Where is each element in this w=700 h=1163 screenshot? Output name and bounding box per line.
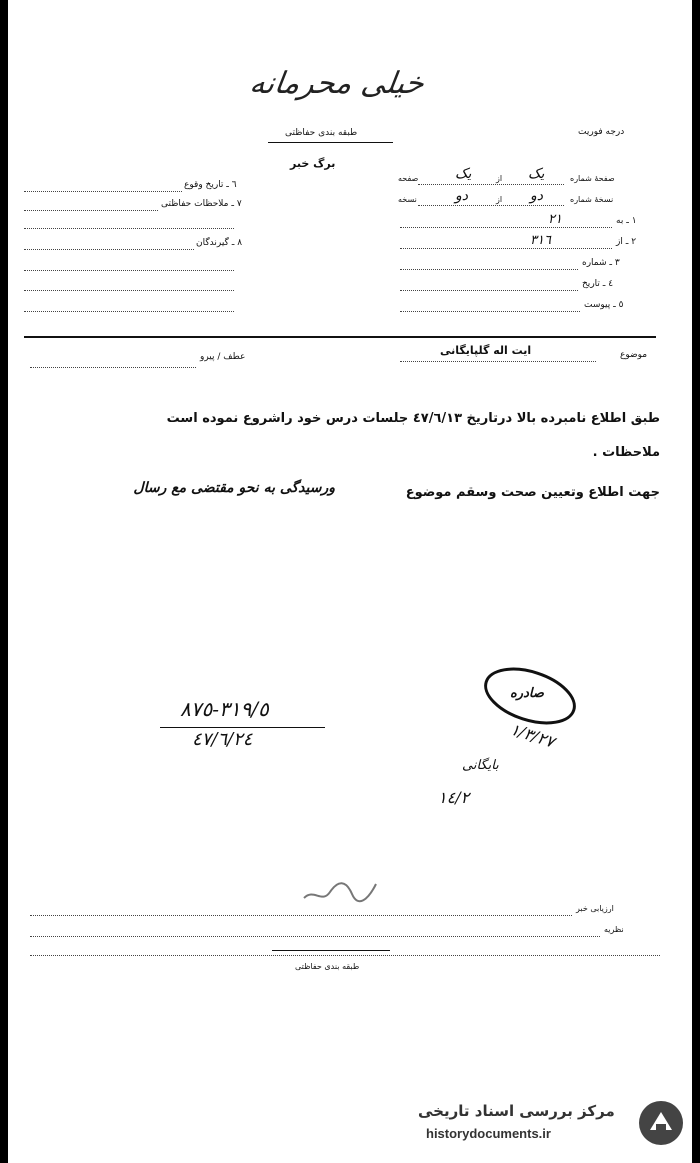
form-title: برگ خبر [290, 157, 336, 170]
annotation-note-2: بایگانی [462, 758, 499, 773]
annotation-note-3: ١٤/٢ [438, 788, 470, 807]
classification-stamp: خیلی محرمانه [247, 66, 427, 101]
item1-value: ٢١ [548, 212, 562, 227]
blank-footer-line [30, 955, 660, 956]
opinion-label: نظریه [604, 925, 624, 934]
annotation-date: ٤٧/٦/٢٤ [192, 729, 253, 750]
footer-classification-overline [272, 950, 390, 951]
watermark [400, 1090, 692, 1163]
event-date-label: ٦ ـ تاریخ وقوع [184, 180, 237, 190]
reference-dots [30, 367, 196, 368]
item5-label: ٥ ـ پیوست [584, 300, 624, 310]
blank-line-2 [24, 270, 234, 271]
item2-label: ٢ ـ از [616, 237, 637, 247]
event-date-dots [24, 191, 182, 192]
item2-dots [400, 248, 612, 249]
copy-number-value: دو [530, 188, 543, 204]
blank-line-3 [24, 290, 234, 291]
body-line-1: طبق اطلاع نامبرده بالا درتاریخ ٤٧/٦/١٣ جلسات درس خود راشروع نموده است [166, 411, 660, 426]
evaluation-label: ارزیابی خبر [576, 904, 614, 913]
item4-dots [400, 290, 578, 291]
item1-dots [400, 227, 612, 228]
page-total: یک [455, 166, 472, 182]
watermark-url: historydocuments.ir [426, 1126, 551, 1141]
body-line-3-handwritten: ورسیدگی به نحو مقتضی مع رسال [133, 480, 335, 496]
annotation-number: ٣١٩/٥-٨٧٥ [180, 697, 269, 721]
page-unit: صفحه [398, 174, 419, 183]
page-number-value: یک [528, 166, 545, 182]
classification-label: طبقه بندی حفاظتی [285, 128, 358, 138]
recipients-label: ٨ ـ گیرندگان [196, 238, 243, 248]
scan-border-left [0, 0, 8, 1163]
subject-label: موضوع [620, 350, 648, 360]
item5-dots [400, 311, 580, 312]
page-number-label: صفحهٔ شماره [570, 174, 615, 183]
footer-classification-label: طبقه بندی حفاظتی [295, 962, 360, 971]
classification-underline [268, 142, 393, 143]
archive-logo-icon [636, 1098, 686, 1148]
body-line-2: ملاحظات . [592, 445, 660, 460]
signature-scribble [300, 870, 380, 910]
copy-total: دو [455, 188, 468, 204]
priority-label: درجه فوریت [578, 127, 625, 137]
scan-border-right [692, 0, 700, 1163]
annotation-underline [160, 727, 325, 728]
item4-label: ٤ ـ تاریخ [582, 279, 614, 289]
evaluation-dots [30, 915, 572, 916]
recipients-dots [24, 249, 194, 250]
copy-of: از [496, 195, 503, 204]
opinion-dots [30, 936, 600, 937]
copy-number-label: نسخهٔ شماره [570, 195, 614, 204]
page-dots [418, 184, 564, 185]
copy-dots [418, 205, 564, 206]
body-line-3: جهت اطلاع وتعیین صحت وسقم موضوع [405, 485, 660, 500]
item2-value: ٣١٦ [530, 233, 551, 248]
item3-label: ٣ ـ شماره [582, 258, 620, 268]
reference-label: عطف / پیرو [200, 352, 246, 362]
item3-dots [400, 269, 578, 270]
issued-stamp-text: صادره [510, 686, 544, 701]
blank-line-4 [24, 311, 234, 312]
blank-line-1 [24, 228, 234, 229]
security-notes-dots [24, 210, 158, 211]
copy-unit: نسخه [398, 195, 417, 204]
item1-label: ١ ـ به [616, 216, 637, 226]
subject-dots [400, 361, 596, 362]
annotation-note-1: ١/٣/٢٧ [508, 719, 557, 752]
subject-value: ایت اله گلپایگانی [440, 344, 532, 357]
header-separator [24, 336, 656, 338]
security-notes-label: ٧ ـ ملاحظات حفاظتی [161, 199, 242, 209]
watermark-title: مرکز بررسی اسناد تاریخی [418, 1102, 615, 1120]
page-of: از [496, 174, 503, 183]
